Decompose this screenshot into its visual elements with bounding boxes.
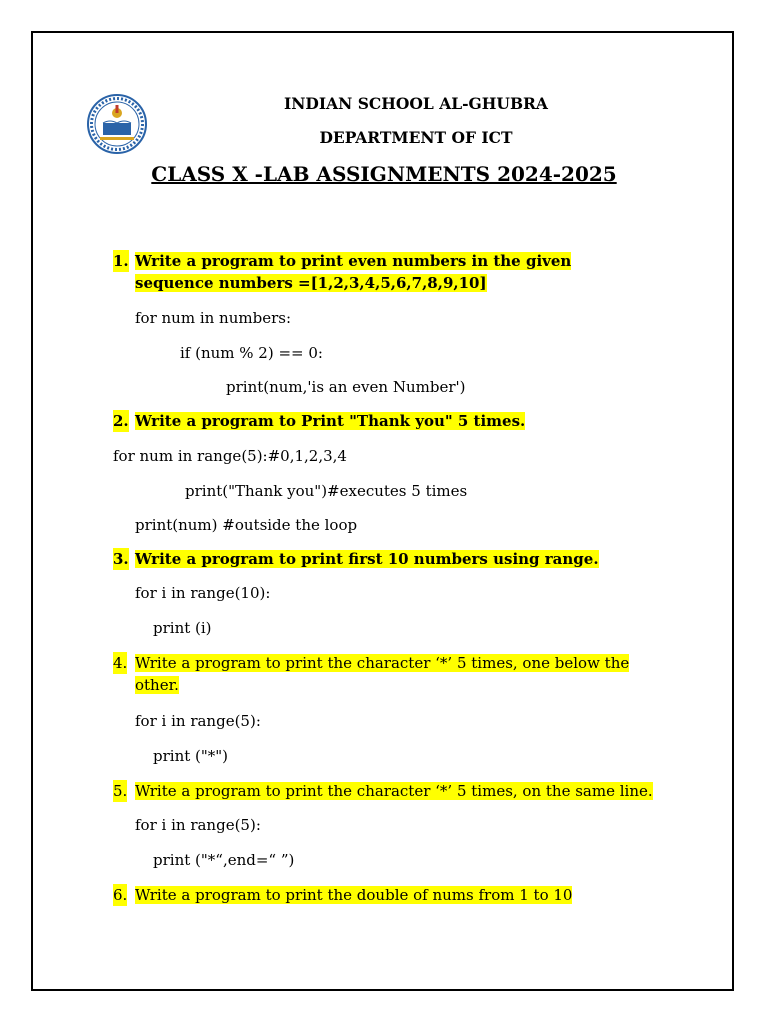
question-number: 6. xyxy=(113,886,128,904)
question-text: Write a program to print first 10 numbers using range. xyxy=(135,550,599,568)
question-text: Write a program to print the character ‘*’ 5 times, one below the other. xyxy=(135,654,630,694)
page-title: CLASS X -LAB ASSIGNMENTS 2024-2025 xyxy=(151,162,617,186)
code-line: print ("*“,end=“ ”) xyxy=(153,851,295,869)
code-line: for i in range(5): xyxy=(135,816,261,834)
code-line: for i in range(5): xyxy=(135,712,261,730)
question-text: Write a program to print the character ‘*’ 5 times, on the same line. xyxy=(135,782,653,800)
code-line: print("Thank you")#executes 5 times xyxy=(185,482,468,500)
question-number: 1. xyxy=(113,252,129,270)
question-number: 4. xyxy=(113,654,128,672)
code-line: for num in range(5):#0,1,2,3,4 xyxy=(113,447,347,465)
code-line: print(num,'is an even Number') xyxy=(226,378,466,396)
code-line: for i in range(10): xyxy=(135,584,271,602)
school-name: INDIAN SCHOOL AL-GHUBRA xyxy=(284,94,548,113)
code-line: for num in numbers: xyxy=(135,309,292,327)
code-line: if (num % 2) == 0: xyxy=(180,344,323,362)
code-line: print (i) xyxy=(153,619,212,637)
question-text: Write a program to print the double of nums from 1 to 10 xyxy=(135,886,573,904)
question-text: Write a program to Print "Thank you" 5 times. xyxy=(135,412,526,430)
department-name: DEPARTMENT OF ICT xyxy=(319,128,513,147)
question-number: 5. xyxy=(113,782,128,800)
code-line: print(num) #outside the loop xyxy=(135,516,358,534)
code-line: print ("*") xyxy=(153,747,229,765)
question-number: 2. xyxy=(113,412,129,430)
question-text: Write a program to print even numbers in the given sequence numbers =[1,2,3,4,5,6,7,8,9,10] xyxy=(135,252,572,292)
question-number: 3. xyxy=(113,550,129,568)
